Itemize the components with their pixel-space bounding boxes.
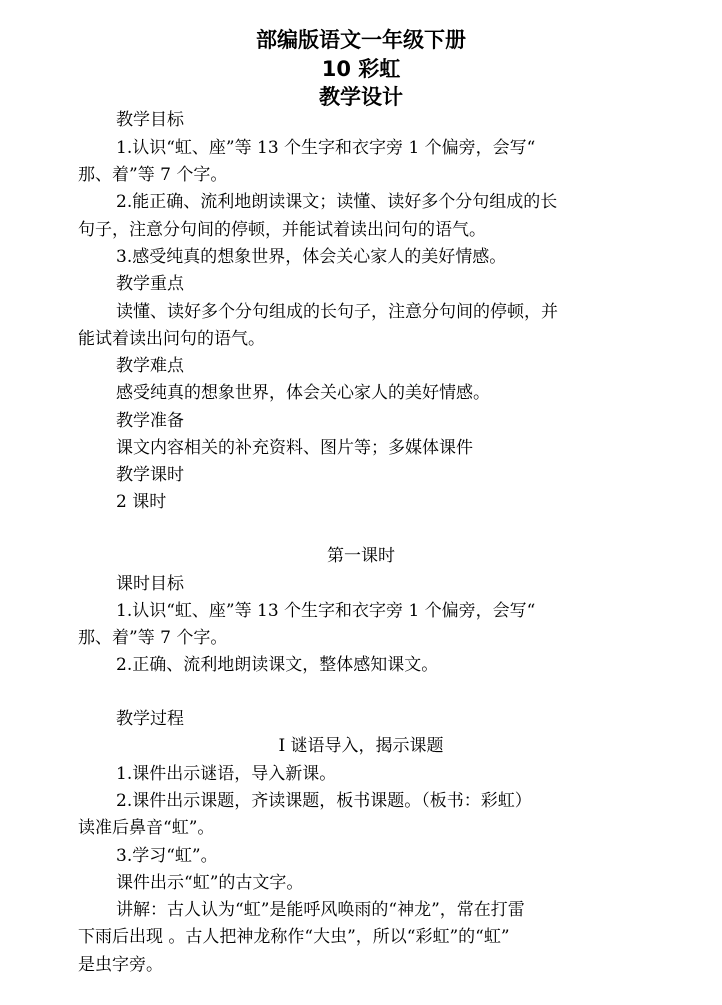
- lesson1-heading: 第一课时: [327, 546, 395, 566]
- step2-line-a: 2.课件出示课题，齐读课题，板书课题。（板书：彩虹）: [116, 791, 532, 811]
- difficulty-line: 感受纯真的想象世界，体会关心家人的美好情感。: [116, 383, 490, 403]
- hours-line: 2 课时: [116, 492, 167, 512]
- key-line-a: 读懂、读好多个分句组成的长句子，注意分句间的停顿，并: [116, 302, 558, 322]
- goal1-line-a: 1.认识“虹、座”等 13 个生字和衣字旁 1 个偏旁，会写“: [116, 138, 536, 158]
- doc-title-line1: 部编版语文一年级下册: [256, 28, 466, 52]
- goals-heading: 教学目标: [116, 110, 184, 130]
- goal2-line-a: 2.能正确、流利地朗读课文；读懂、读好多个分句组成的长: [116, 192, 558, 212]
- goal3-line: 3.感受纯真的想象世界，体会关心家人的美好情感。: [116, 247, 507, 267]
- prep-line: 课文内容相关的补充资料、图片等；多媒体课件: [116, 438, 473, 458]
- lesson1-goal1-line-a: 1.认识“虹、座”等 13 个生字和衣字旁 1 个偏旁，会写“: [116, 601, 536, 621]
- process-heading: 教学过程: [116, 709, 184, 729]
- lesson1-goal2-line: 2.正确、流利地朗读课文，整体感知课文。: [116, 655, 439, 675]
- doc-title-line2: 10 彩虹: [321, 57, 401, 81]
- step3-line: 3.学习“虹”。: [116, 846, 218, 866]
- goal2-line-b: 句子，注意分句间的停顿，并能试着读出问句的语气。: [78, 220, 486, 240]
- explain-line-b: 下雨后出现 。古人把神龙称作“大虫”，所以“彩虹”的“虹”: [78, 927, 510, 947]
- step1-line: 1.课件出示谜语，导入新课。: [116, 764, 337, 784]
- doc-title-line3: 教学设计: [319, 85, 403, 109]
- lesson1-goals-heading: 课时目标: [116, 574, 184, 594]
- prep-heading: 教学准备: [116, 411, 184, 431]
- hours-heading: 教学课时: [116, 465, 184, 485]
- explain-line-c: 是虫字旁。: [78, 955, 163, 975]
- key-line-b: 能试着读出问句的语气。: [78, 329, 265, 349]
- step3-show-line: 课件出示“虹”的古文字。: [116, 873, 304, 893]
- explain-line-a: 讲解：古人认为“虹”是能呼风唤雨的“神龙”，常在打雷: [116, 900, 525, 920]
- key-heading: 教学重点: [116, 274, 184, 294]
- step2-line-b: 读准后鼻音“虹”。: [78, 818, 215, 838]
- lesson1-goal1-line-b: 那、着”等 7 个字。: [78, 628, 228, 648]
- part1-heading: Ⅰ 谜语导入，揭示课题: [278, 736, 444, 756]
- goal1-line-b: 那、着”等 7 个字。: [78, 165, 228, 185]
- difficulty-heading: 教学难点: [116, 356, 184, 376]
